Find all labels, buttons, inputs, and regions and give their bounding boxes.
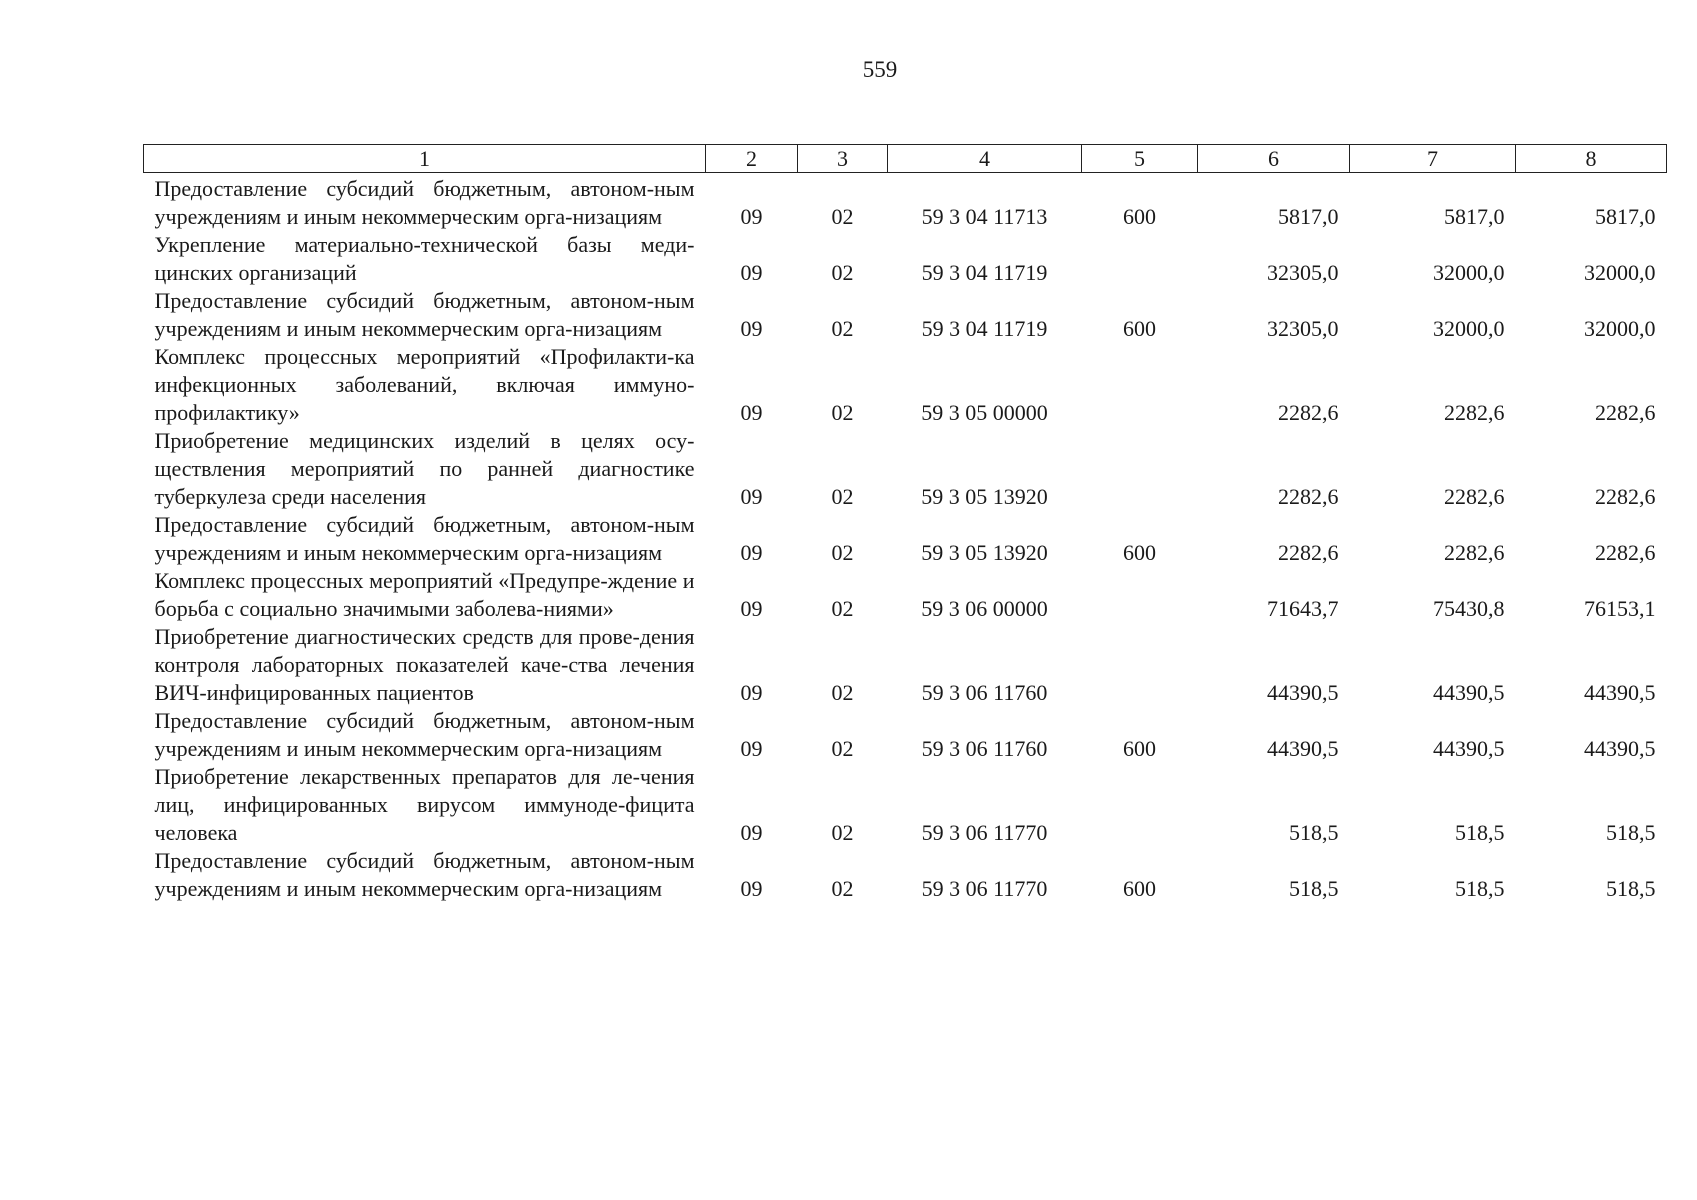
column-header-5: 5	[1082, 145, 1198, 173]
cell-amount-year-2: 2282,6	[1444, 540, 1505, 565]
cell-expense-type	[1082, 343, 1198, 427]
cell-section: 09	[740, 540, 763, 565]
cell-amount-year-1: 2282,6	[1278, 400, 1339, 425]
column-header-2: 2	[706, 145, 798, 173]
table-row	[144, 427, 1667, 511]
table-row	[144, 231, 1667, 287]
table-body	[144, 173, 1667, 904]
cell-amount-year-2: 44390,5	[1433, 736, 1505, 761]
cell-expense-type	[1082, 623, 1198, 707]
cell-subsection: 02	[831, 400, 854, 425]
cell-section: 09	[740, 400, 763, 425]
cell-subsection: 02	[831, 260, 854, 285]
cell-amount-year-2: 32000,0	[1433, 316, 1505, 341]
cell-expense-type	[1082, 427, 1198, 511]
row-name: Предоставление субсидий бюджетным, автоном-ным учреждениям и иным некоммерческим орга-низациям	[154, 848, 695, 901]
cell-section: 09	[740, 736, 763, 761]
cell-amount-year-2: 5817,0	[1444, 204, 1505, 229]
cell-target-article: 59 3 04 11713	[921, 204, 1048, 229]
cell-amount-year-3: 44390,5	[1584, 736, 1656, 761]
cell-amount-year-2: 518,5	[1455, 876, 1505, 901]
column-header-1: 1	[144, 145, 706, 173]
cell-subsection: 02	[831, 484, 854, 509]
cell-expense-type: 600	[1123, 316, 1156, 341]
cell-amount-year-1: 518,5	[1289, 820, 1339, 845]
cell-section: 09	[740, 876, 763, 901]
cell-section: 09	[740, 204, 763, 229]
cell-target-article: 59 3 04 11719	[921, 260, 1048, 285]
cell-amount-year-3: 76153,1	[1584, 596, 1656, 621]
cell-amount-year-3: 2282,6	[1595, 540, 1656, 565]
table-row	[144, 343, 1667, 427]
table-row	[144, 847, 1667, 903]
cell-target-article: 59 3 06 11760	[921, 680, 1048, 705]
cell-amount-year-1: 5817,0	[1278, 204, 1339, 229]
column-header-6: 6	[1198, 145, 1350, 173]
cell-subsection: 02	[831, 680, 854, 705]
cell-amount-year-1: 71643,7	[1267, 596, 1339, 621]
cell-amount-year-3: 32000,0	[1584, 260, 1656, 285]
cell-target-article: 59 3 06 00000	[921, 596, 1048, 621]
cell-amount-year-1: 32305,0	[1267, 260, 1339, 285]
cell-section: 09	[740, 596, 763, 621]
cell-amount-year-3: 2282,6	[1595, 400, 1656, 425]
cell-expense-type	[1082, 763, 1198, 847]
cell-amount-year-3: 518,5	[1606, 876, 1656, 901]
cell-target-article: 59 3 06 11760	[921, 736, 1048, 761]
table-row	[144, 623, 1667, 707]
cell-amount-year-2: 44390,5	[1433, 680, 1505, 705]
row-name: Предоставление субсидий бюджетным, автоном-ным учреждениям и иным некоммерческим орга-низациям	[154, 512, 695, 565]
cell-amount-year-3: 518,5	[1606, 820, 1656, 845]
cell-amount-year-1: 32305,0	[1267, 316, 1339, 341]
page-number: 559	[862, 57, 898, 82]
cell-section: 09	[740, 820, 763, 845]
cell-expense-type: 600	[1123, 736, 1156, 761]
column-header-8: 8	[1516, 145, 1667, 173]
cell-section: 09	[740, 484, 763, 509]
row-name: Предоставление субсидий бюджетным, автоном-ным учреждениям и иным некоммерческим орга-низациям	[154, 288, 695, 341]
cell-amount-year-3: 5817,0	[1595, 204, 1656, 229]
cell-section: 09	[740, 316, 763, 341]
row-name: Приобретение диагностических средств для прове-дения контроля лабораторных показателей каче-ства лечения ВИЧ-инфицированных пациентов	[154, 624, 695, 705]
cell-section: 09	[740, 680, 763, 705]
cell-subsection: 02	[831, 876, 854, 901]
column-header-4: 4	[888, 145, 1082, 173]
cell-amount-year-1: 518,5	[1289, 876, 1339, 901]
cell-amount-year-1: 2282,6	[1278, 484, 1339, 509]
cell-amount-year-2: 518,5	[1455, 820, 1505, 845]
row-name: Предоставление субсидий бюджетным, автоном-ным учреждениям и иным некоммерческим орга-низациям	[154, 176, 695, 229]
cell-section: 09	[740, 260, 763, 285]
cell-amount-year-3: 2282,6	[1595, 484, 1656, 509]
row-name: Комплекс процессных мероприятий «Предупре-ждение и борьба с социально значимыми заболева-ниями»	[154, 568, 695, 621]
cell-amount-year-1: 2282,6	[1278, 540, 1339, 565]
cell-amount-year-3: 44390,5	[1584, 680, 1656, 705]
column-header-row	[144, 145, 1667, 173]
cell-expense-type: 600	[1123, 876, 1156, 901]
cell-amount-year-1: 44390,5	[1267, 680, 1339, 705]
cell-expense-type: 600	[1123, 204, 1156, 229]
cell-expense-type	[1082, 231, 1198, 287]
cell-expense-type	[1082, 567, 1198, 623]
cell-amount-year-1: 44390,5	[1267, 736, 1339, 761]
table-row	[144, 567, 1667, 623]
cell-target-article: 59 3 05 00000	[921, 400, 1048, 425]
cell-subsection: 02	[831, 736, 854, 761]
cell-subsection: 02	[831, 316, 854, 341]
cell-amount-year-2: 75430,8	[1433, 596, 1505, 621]
cell-amount-year-3: 32000,0	[1584, 316, 1656, 341]
budget-table	[143, 144, 1667, 903]
cell-amount-year-2: 2282,6	[1444, 484, 1505, 509]
cell-expense-type: 600	[1123, 540, 1156, 565]
table-row	[144, 173, 1667, 232]
row-name: Предоставление субсидий бюджетным, автоном-ным учреждениям и иным некоммерческим орга-низациям	[154, 708, 695, 761]
cell-amount-year-2: 32000,0	[1433, 260, 1505, 285]
row-name: Приобретение медицинских изделий в целях осу-ществления мероприятий по ранней диагностике туберкулеза среди населения	[154, 428, 695, 509]
cell-subsection: 02	[831, 540, 854, 565]
cell-target-article: 59 3 04 11719	[921, 316, 1048, 341]
column-header-3: 3	[798, 145, 888, 173]
cell-amount-year-2: 2282,6	[1444, 400, 1505, 425]
cell-subsection: 02	[831, 596, 854, 621]
cell-target-article: 59 3 06 11770	[921, 876, 1048, 901]
cell-subsection: 02	[831, 204, 854, 229]
row-name: Укрепление материально-технической базы меди-цинских организаций	[154, 232, 695, 285]
row-name: Комплекс процессных мероприятий «Профилакти-ка инфекционных заболеваний, включая иммуно-профилактику»	[154, 344, 695, 425]
table-row	[144, 287, 1667, 343]
table-row	[144, 763, 1667, 847]
cell-target-article: 59 3 05 13920	[921, 540, 1048, 565]
table-row	[144, 707, 1667, 763]
cell-subsection: 02	[831, 820, 854, 845]
cell-target-article: 59 3 05 13920	[921, 484, 1048, 509]
row-name: Приобретение лекарственных препаратов для ле-чения лиц, инфицированных вирусом иммуноде-фицита человека	[154, 764, 695, 845]
table-row	[144, 511, 1667, 567]
cell-target-article: 59 3 06 11770	[921, 820, 1048, 845]
column-header-7: 7	[1350, 145, 1516, 173]
